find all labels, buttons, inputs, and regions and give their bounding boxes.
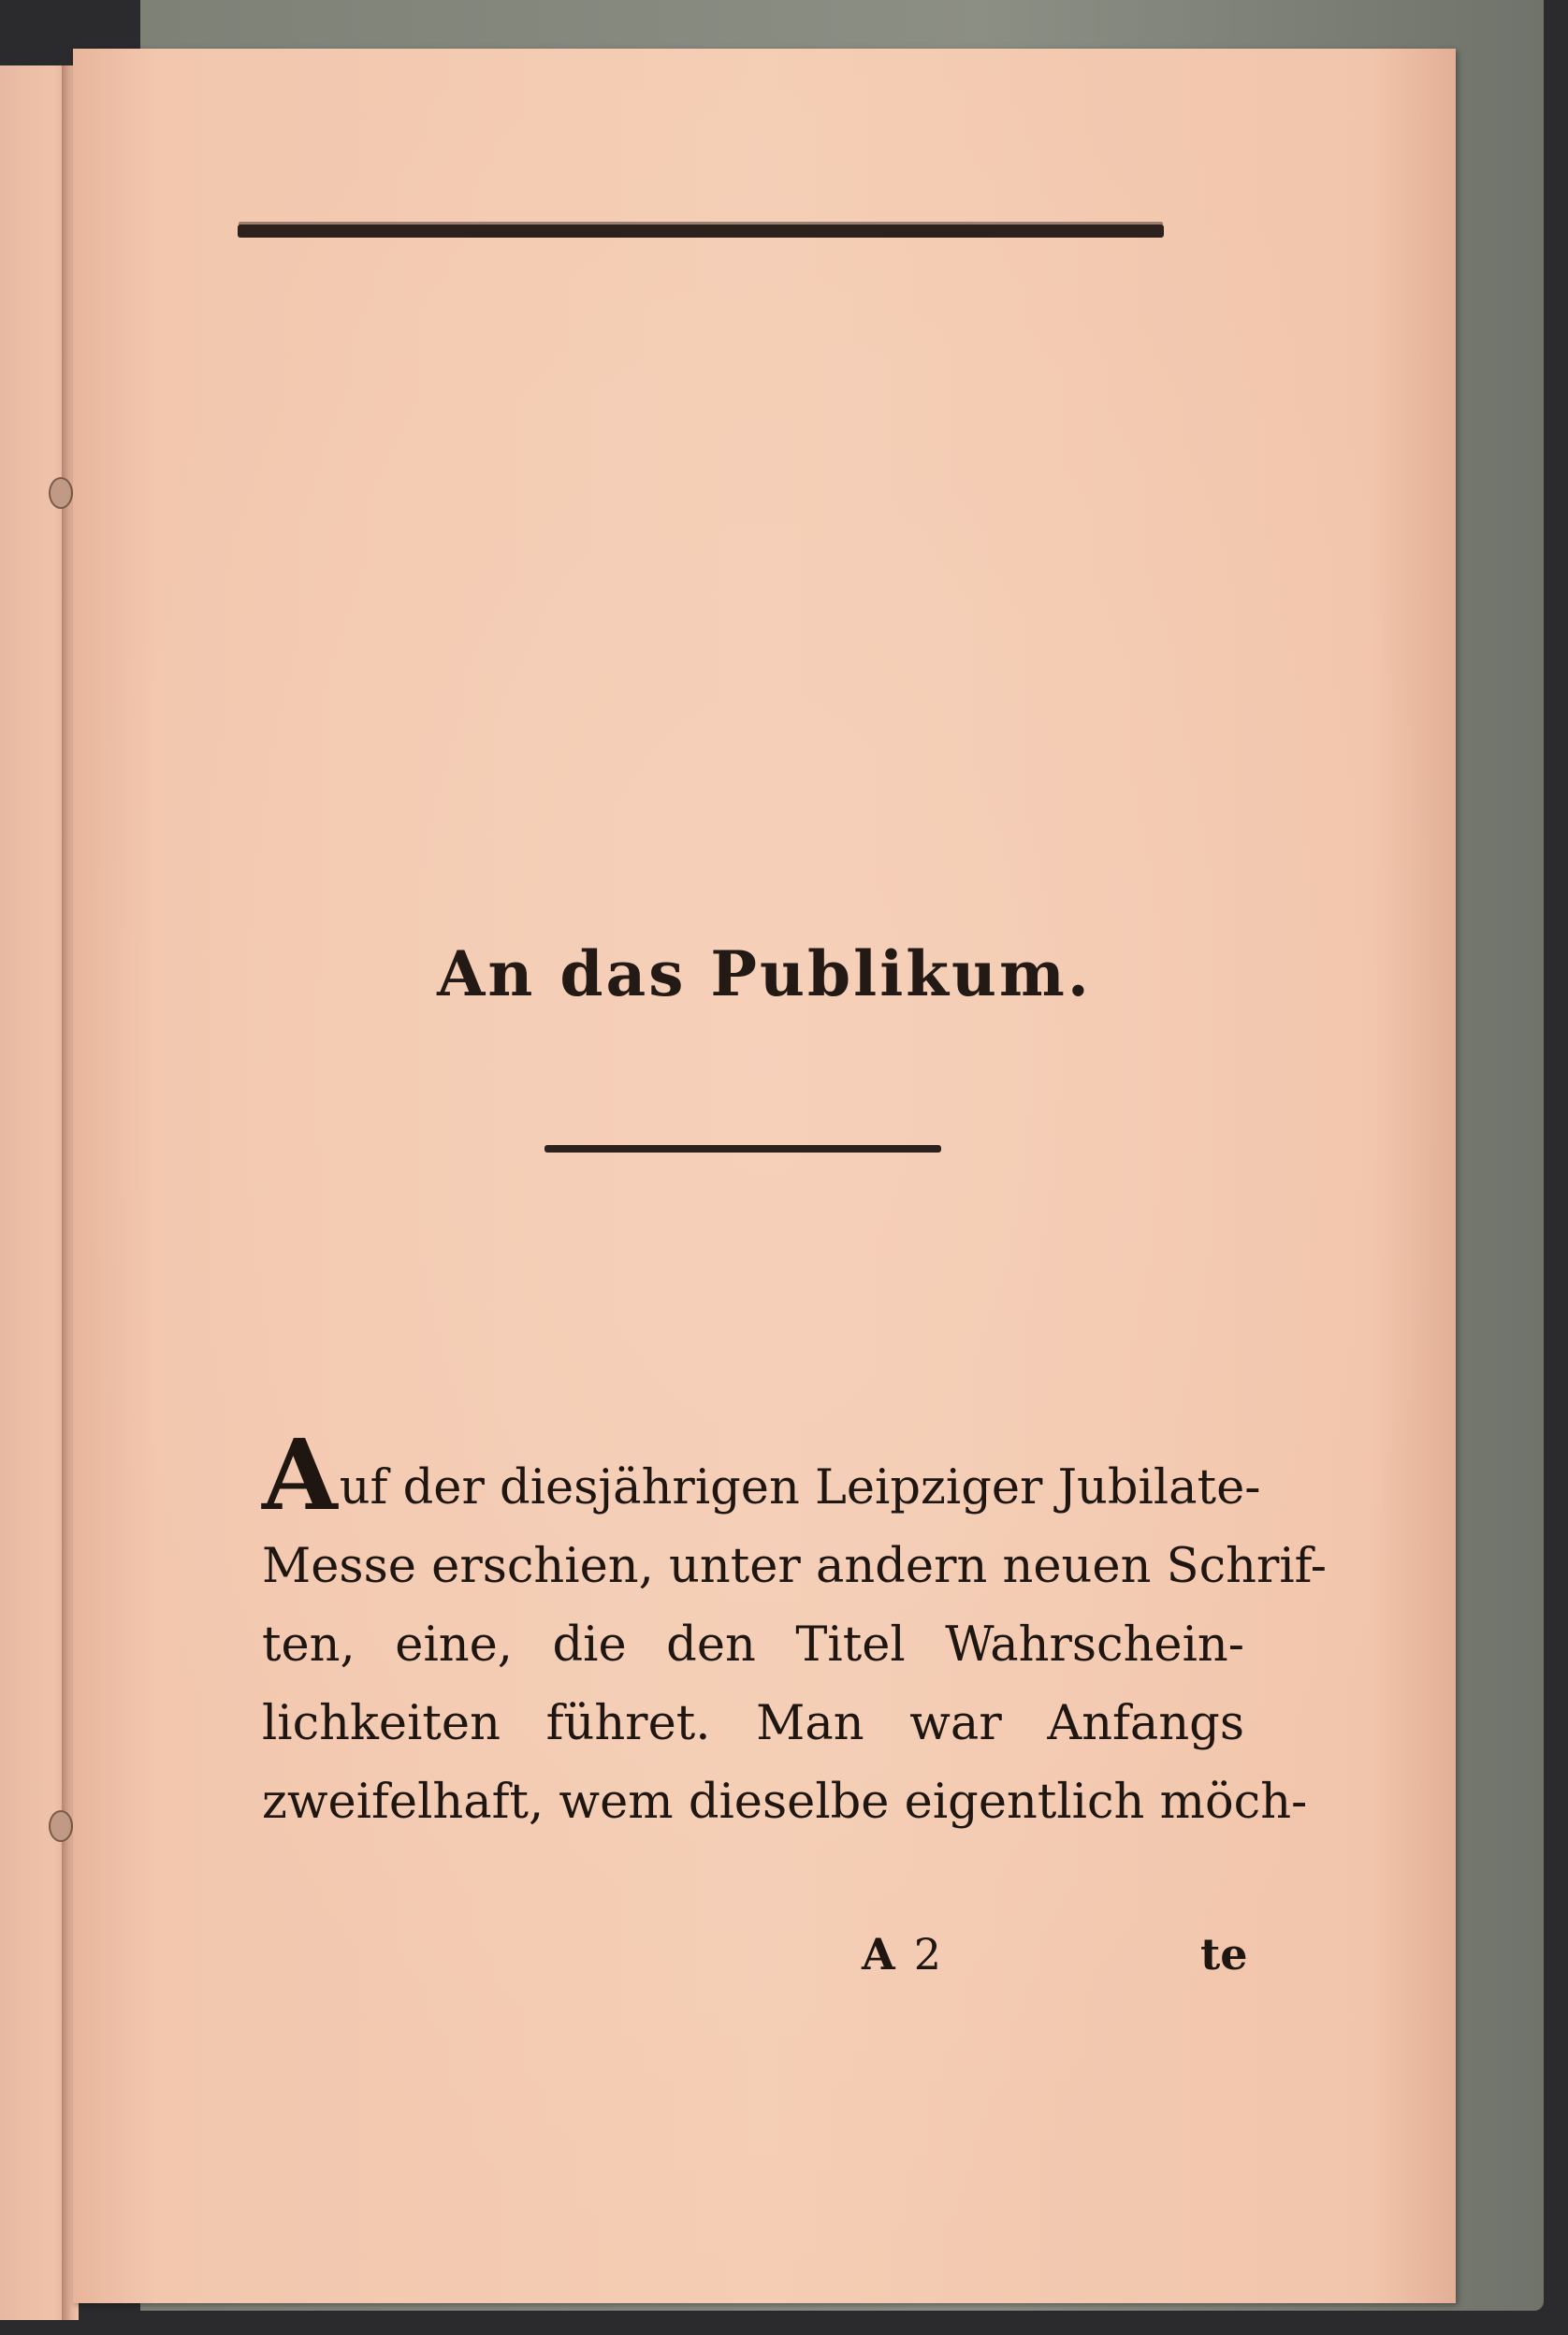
heading-divider-rule — [544, 1145, 941, 1153]
drop-cap-initial: A — [262, 1417, 338, 1532]
book-page — [73, 49, 1456, 2303]
text-line-1 — [262, 1417, 1261, 1532]
printer-signature-mark — [862, 1929, 941, 1980]
text-line-2: Messe erschien, unter andern neuen Schrif- — [262, 1539, 1327, 1594]
catchword: te — [1200, 1929, 1248, 1980]
text-line-1-rest: uf der diesjährigen Leipziger Jubilate- — [339, 1460, 1261, 1516]
binding-thread-knot — [49, 477, 73, 509]
page-heading: An das Publikum. — [437, 937, 1092, 1010]
text-line-4: lichkeiten führet. Man war Anfangs — [262, 1696, 1244, 1751]
top-ornamental-rule — [238, 225, 1164, 238]
text-line-5: zweifelhaft, wem dieselbe eigentlich möch- — [262, 1775, 1308, 1830]
body-paragraph — [262, 1417, 1327, 1842]
binding-thread-knot — [49, 1810, 73, 1842]
text-line-3: ten, eine, die den Titel Wahrschein- — [262, 1617, 1244, 1673]
signature-letter: A — [862, 1929, 895, 1980]
signature-number: 2 — [913, 1929, 941, 1980]
